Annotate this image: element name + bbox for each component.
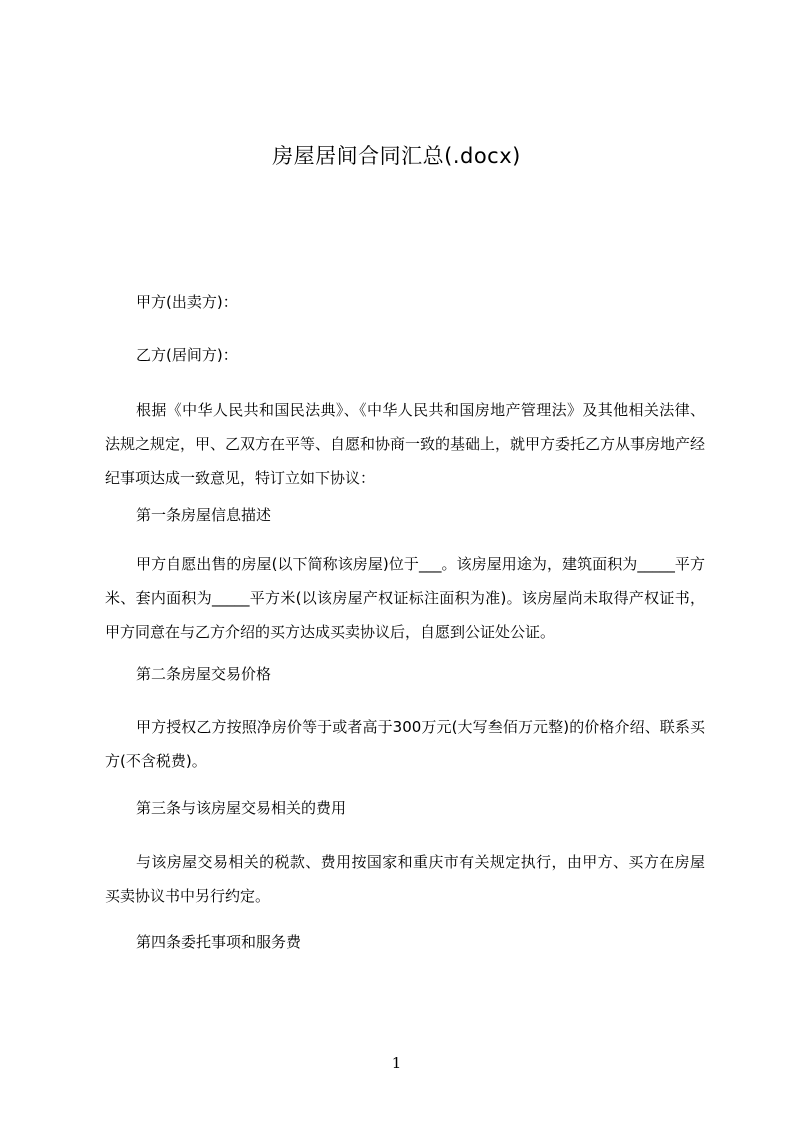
article-4-heading: 第四条委托事项和服务费 [136, 933, 302, 951]
article-1-body: 甲方自愿出售的房屋(以下简称该房屋)位于___。该房屋用途为，建筑面积为_____平方米、套内面积为_____平方米(以该房屋产权证标注面积为准)。该房屋尚未取得产权证书，甲方同意在与乙方介绍的买方达成买卖协议后，自愿到公证处公证。 [105, 555, 705, 641]
party-a-line: 甲方(出卖方)： [136, 293, 238, 311]
preamble-paragraph: 根据《中华人民共和国民法典》、《中华人民共和国房地产管理法》及其他相关法律、法规之规定，甲、乙双方在平等、自愿和协商一致的基础上，就甲方委托乙方从事房地产经纪事项达成一致意见，特订立如下协议： [105, 401, 706, 487]
article-2-heading: 第二条房屋交易价格 [136, 665, 272, 683]
article-3-heading: 第三条与该房屋交易相关的费用 [136, 799, 347, 817]
document-title: 房屋居间合同汇总(.docx) [272, 144, 521, 168]
article-2-body: 甲方授权乙方按照净房价等于或者高于300万元(大写叁佰万元整)的价格介绍、联系买方(不含税费)。 [105, 718, 705, 770]
party-b-line: 乙方(居间方)： [136, 346, 238, 364]
article-3-body: 与该房屋交易相关的税款、费用按国家和重庆市有关规定执行，由甲方、买方在房屋买卖协议书中另行约定。 [105, 853, 705, 905]
article-1-heading: 第一条房屋信息描述 [136, 506, 272, 524]
page-number: 1 [391, 1054, 402, 1072]
